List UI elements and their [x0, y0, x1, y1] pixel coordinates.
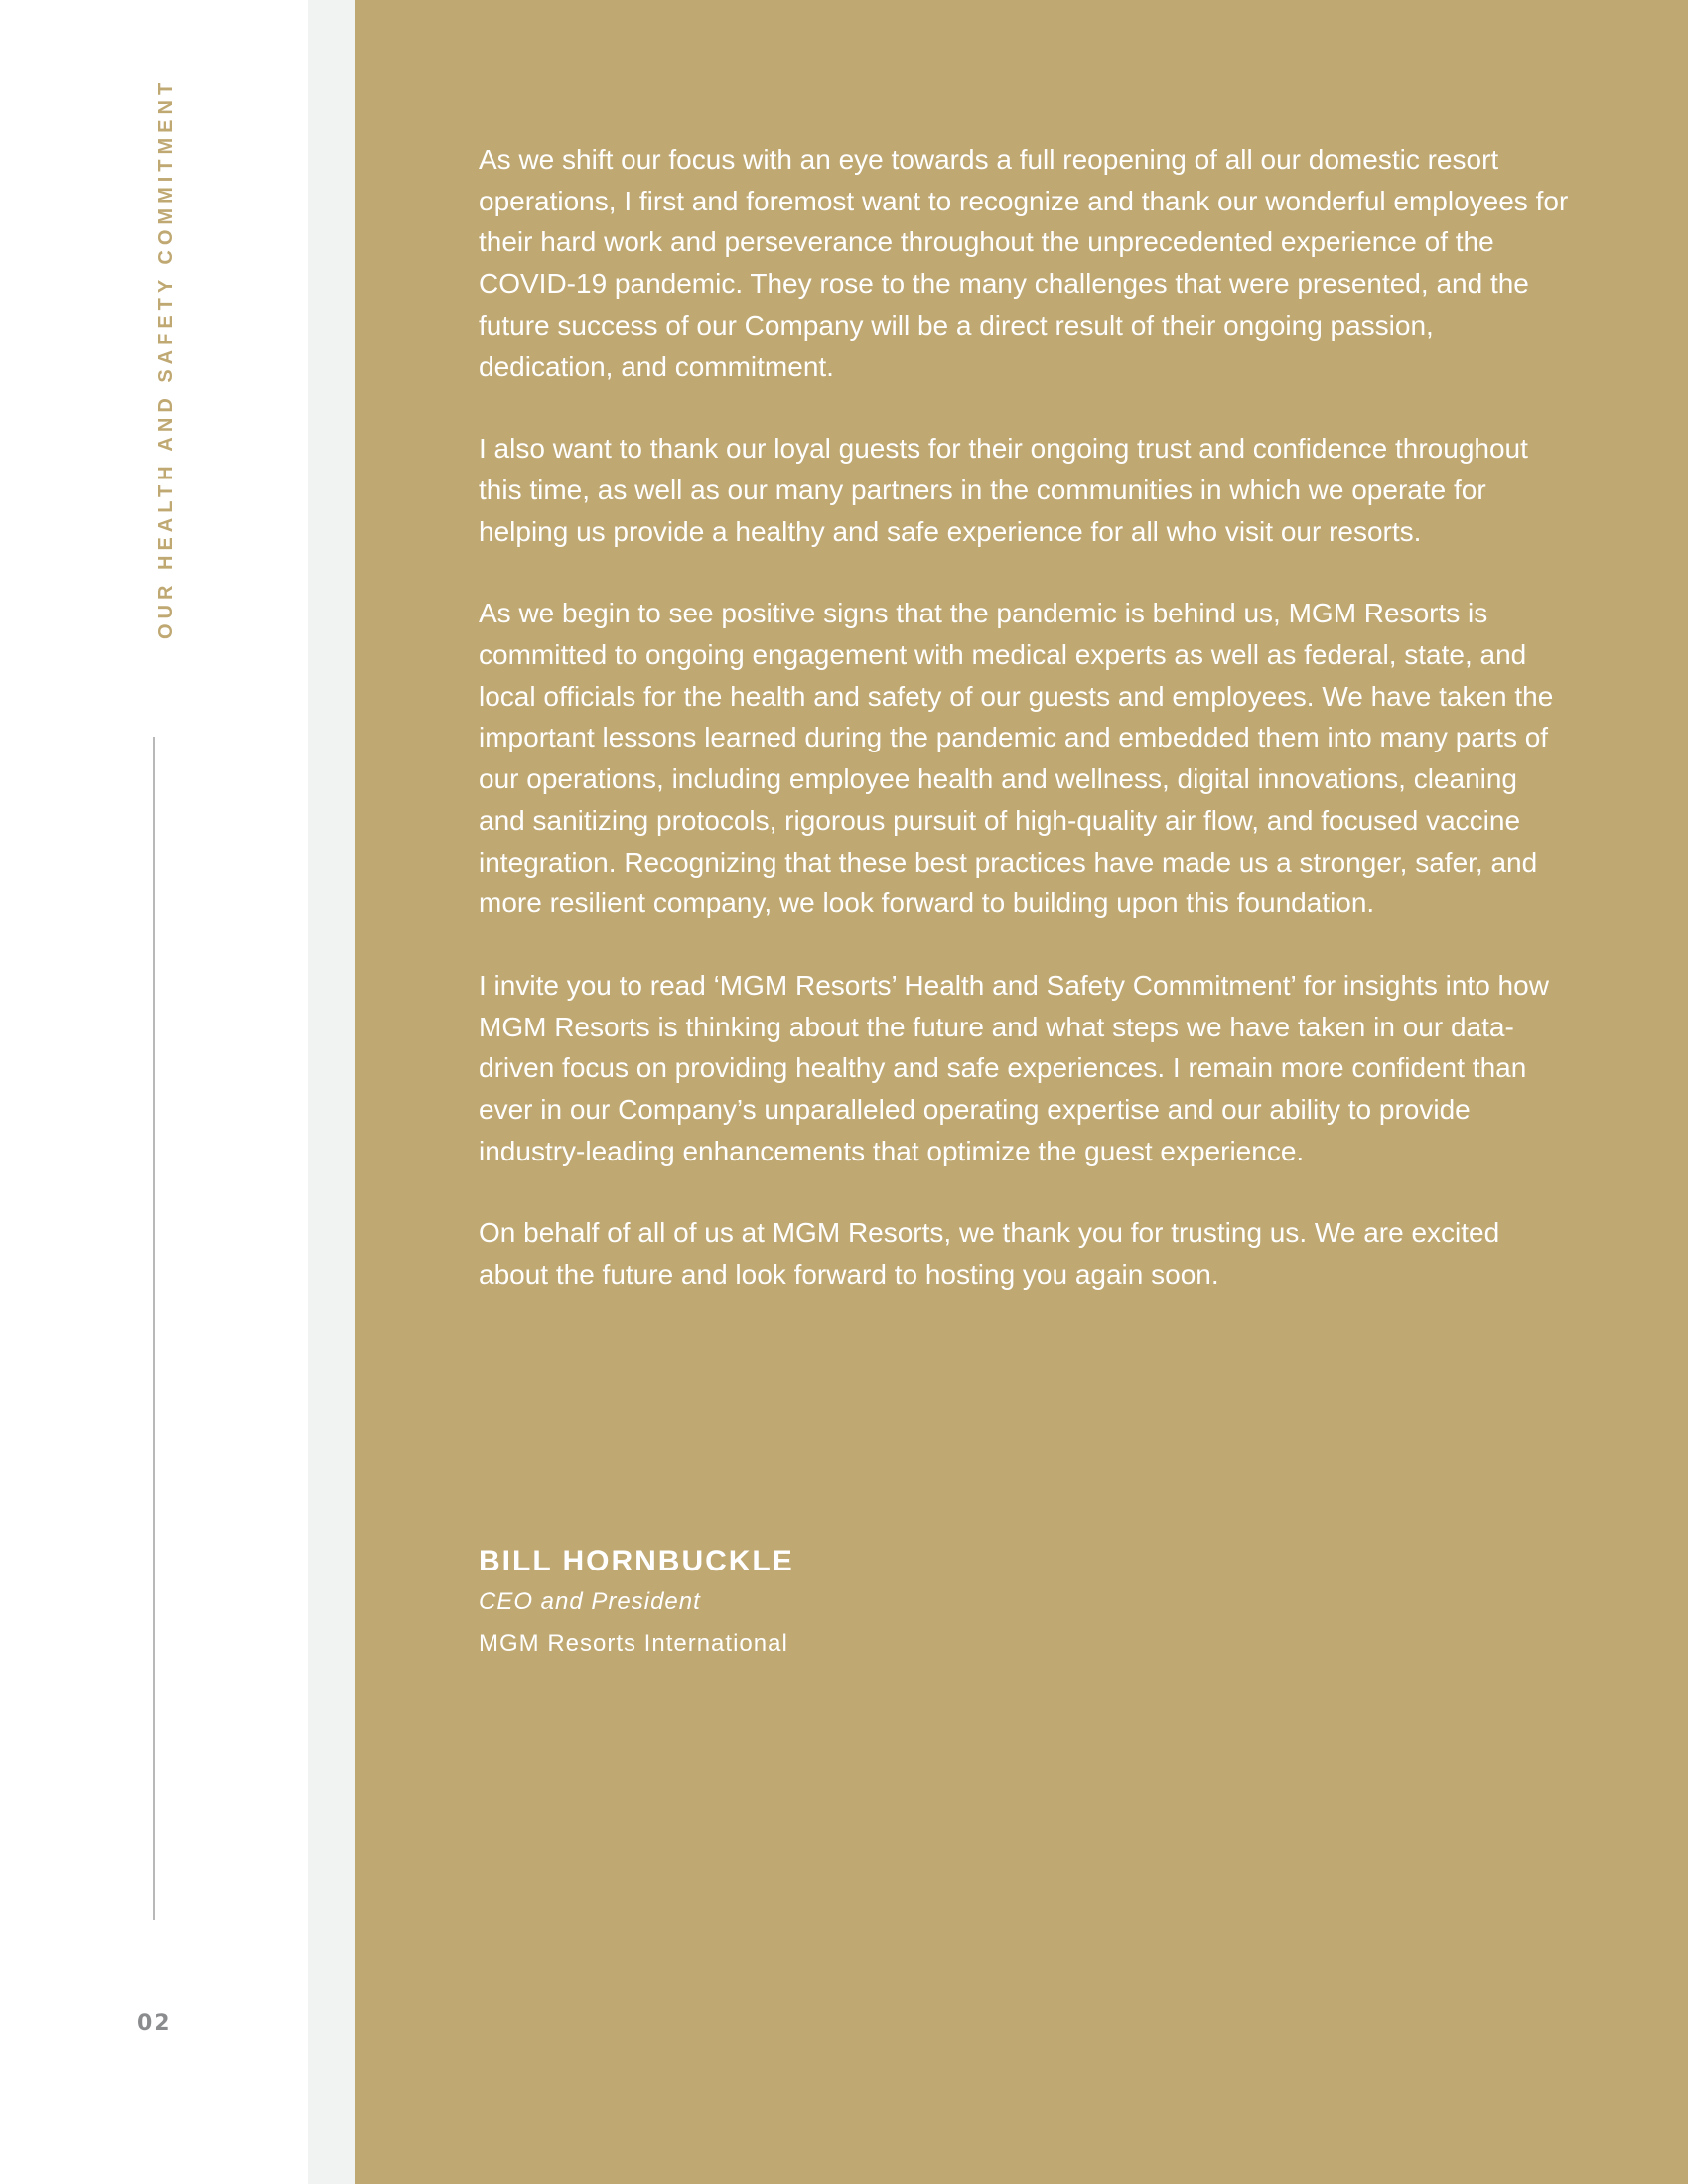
signatory-company: MGM Resorts International: [479, 1630, 788, 1657]
paragraph: I invite you to read ‘MGM Resorts’ Health and Safety Commitment’ for insights into how MGM Resorts is thinking about the future and what steps we have taken in our data-driven focus on providing healthy and safe experiences. I remain more confident than ever in our Company’s unparalleled operating expertise and our ability to provide industry-leading enhancements that optimize the guest experience.: [479, 969, 1549, 1166]
paragraph: On behalf of all of us at MGM Resorts, we thank you for trusting us. We are excited about the future and look forward to hosting you again soon.: [479, 1217, 1500, 1291]
vertical-divider: [153, 737, 155, 1920]
paragraph: As we shift our focus with an eye towards a full reopening of all our domestic resort operations, I first and foremost want to recognize and thank our wonderful employees for their hard work and perseverance throughout the unprecedented experience of the COVID-19 pandemic. They rose to the many challenges that were presented, and the future success of our Company will be a direct result of their ongoing passion, dedication, and commitment.: [479, 144, 1569, 382]
paragraph: I also want to thank our loyal guests for their ongoing trust and confidence throughout this time, as well as our many partners in the communities in which we operate for helping us provide a healthy and safe experience for all who visit our resorts.: [479, 433, 1528, 547]
section-title-vertical: OUR HEALTH AND SAFETY COMMITMENT: [155, 77, 177, 639]
gutter-strip: [308, 0, 357, 2184]
page-number: 02: [137, 2011, 172, 2036]
letter-body: [479, 139, 1571, 1336]
signatory-name: BILL HORNBUCKLE: [479, 1545, 794, 1577]
signature-block: [479, 1545, 794, 1658]
paragraph: As we begin to see positive signs that the pandemic is behind us, MGM Resorts is committed to ongoing engagement with medical experts as well as federal, state, and local officials for the health and safety of our guests and employees. We have taken the important lessons learned during the pandemic and embedded them into many parts of our operations, including employee health and wellness, digital innovations, cleaning and sanitizing protocols, rigorous pursuit of high-quality air flow, and focused vaccine integration. Recognizing that these best practices have made us a stronger, safer, and more resilient company, we look forward to building upon this foundation.: [479, 598, 1554, 919]
signatory-title: CEO and President: [479, 1588, 701, 1615]
